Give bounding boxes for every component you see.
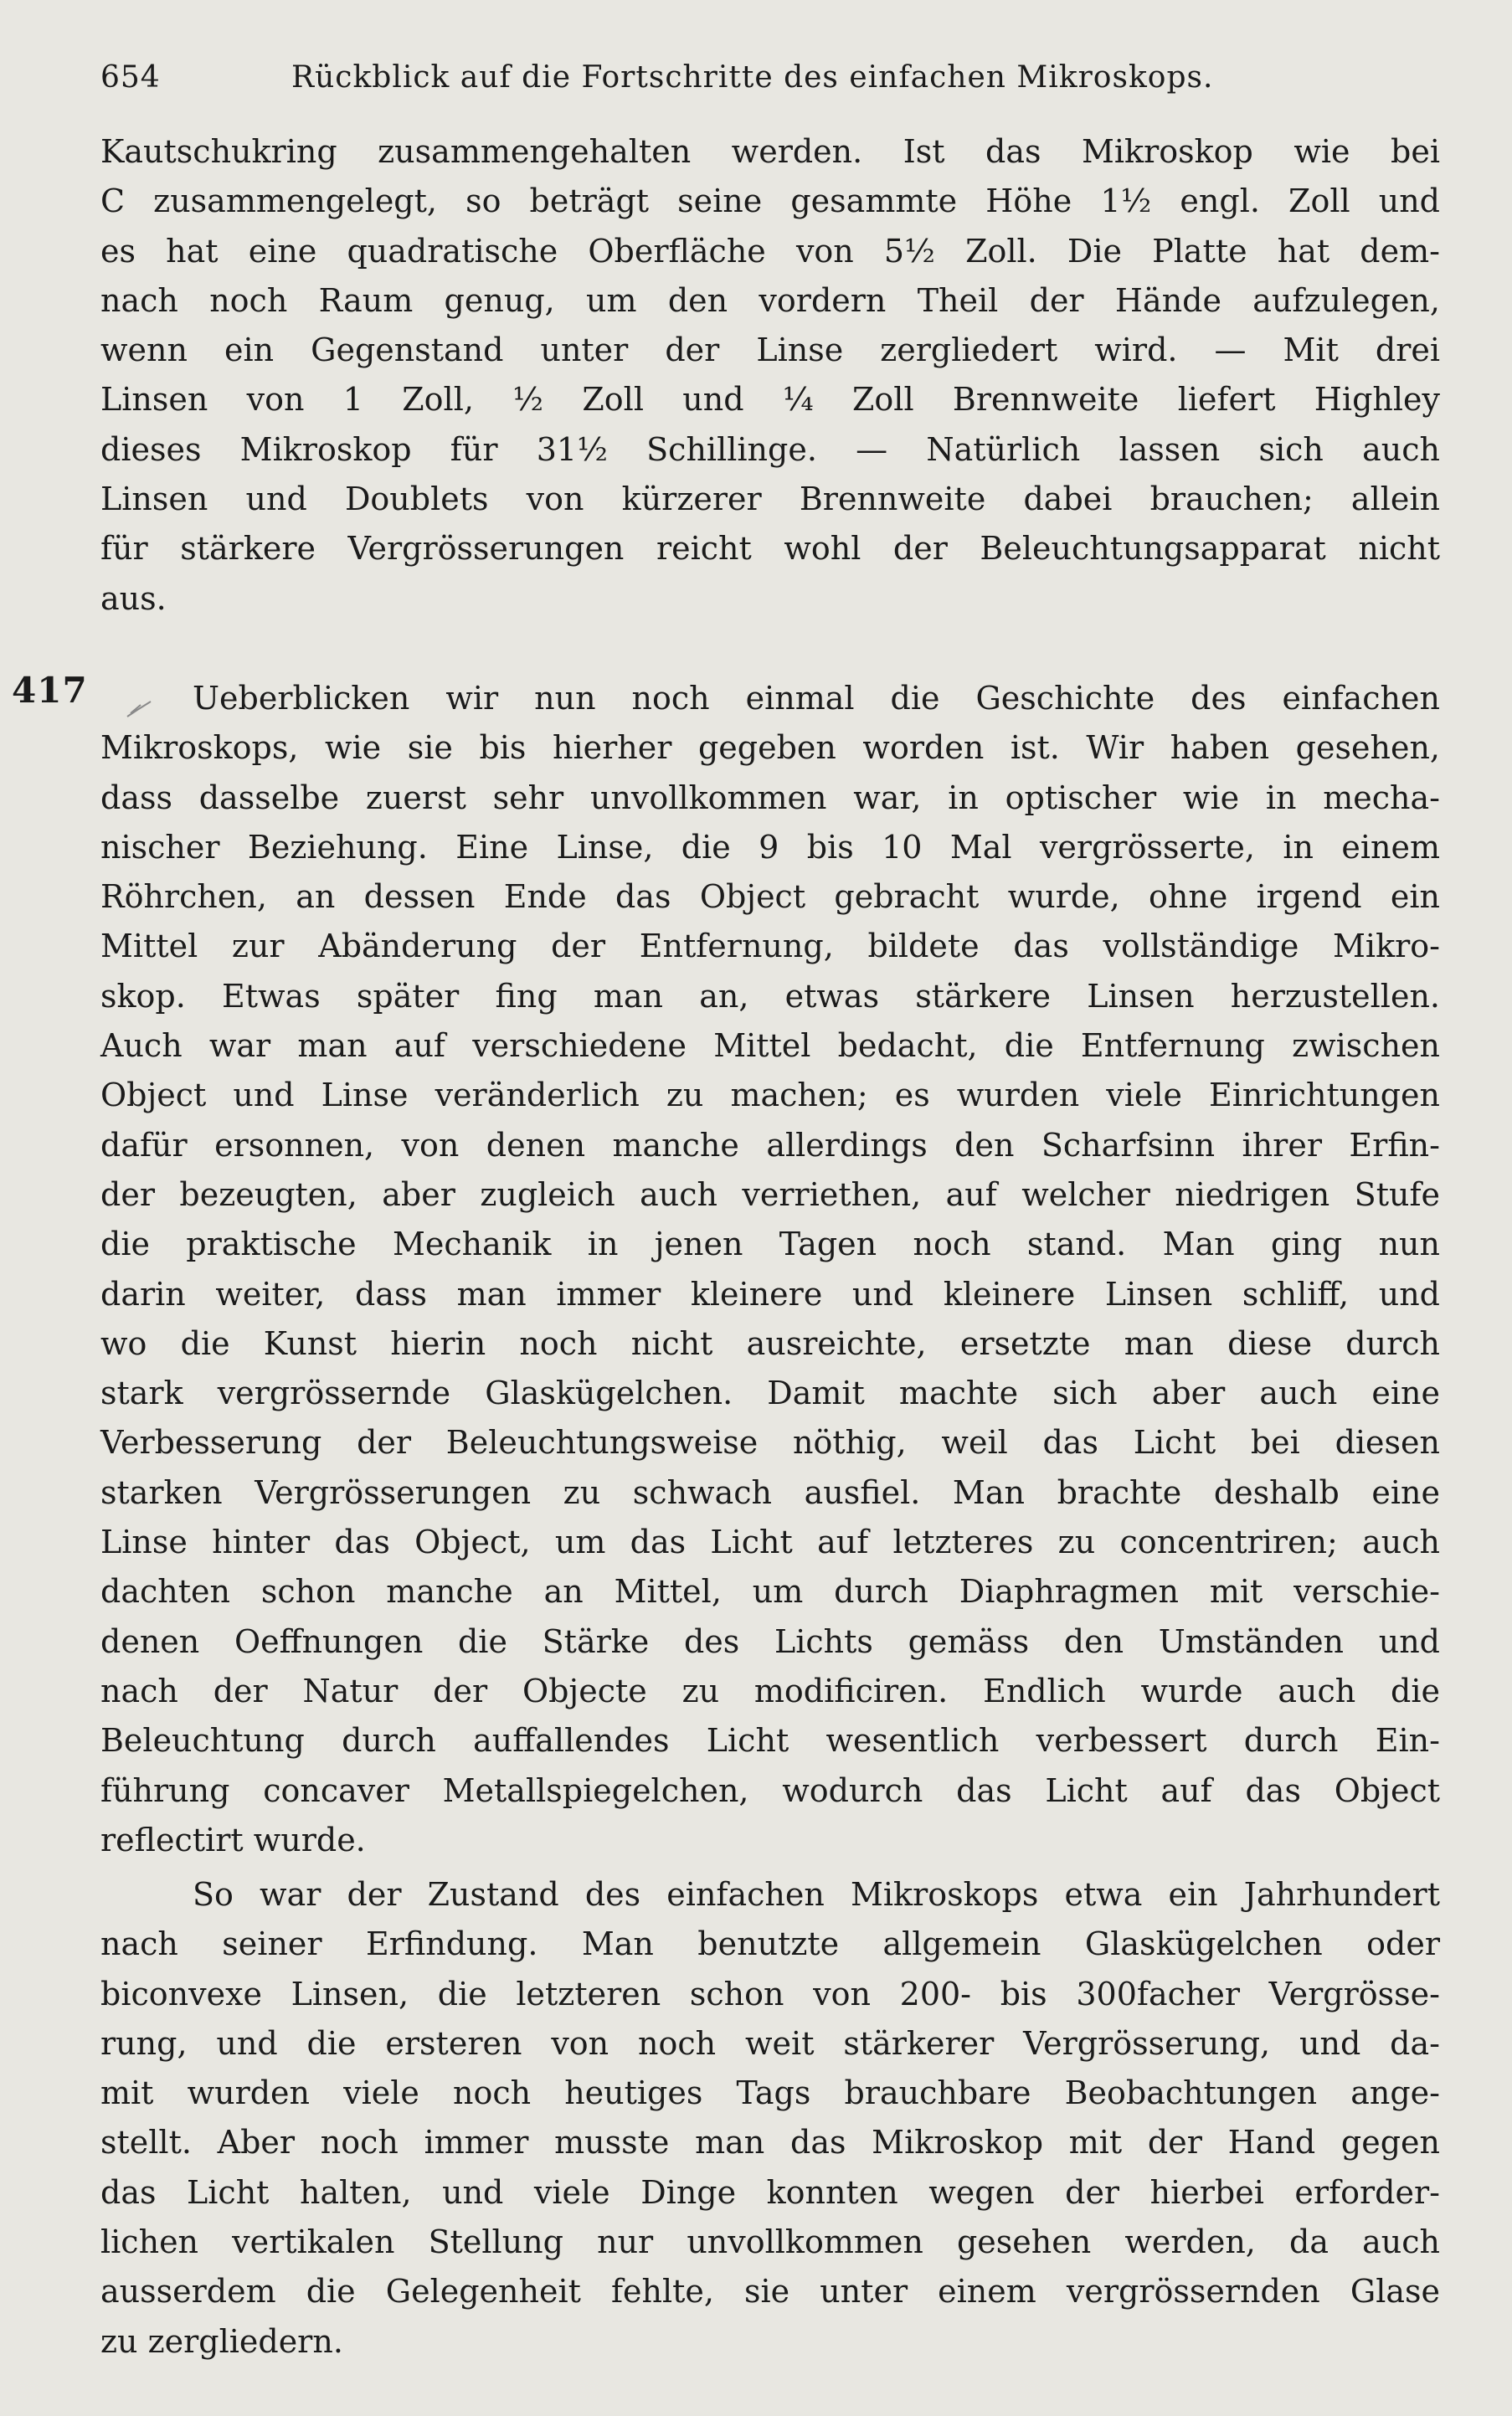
page-number: 654 xyxy=(100,60,161,95)
text-line: Verbesserung der Beleuchtungsweise nöthig, weil das Licht bei diesen xyxy=(100,1424,1440,1462)
text-line: Auch war man auf verschiedene Mittel bedacht, die Entfernung zwischen xyxy=(100,1027,1440,1065)
text-line: Object und Linse veränderlich zu machen; es wurden viele Einrichtungen xyxy=(100,1077,1440,1114)
text-line: biconvexe Linsen, die letzteren schon von 200- bis 300facher Vergrösse- xyxy=(100,1975,1440,2012)
text-line: stellt. Aber noch immer musste man das Mikroskop mit der Hand gegen xyxy=(100,2124,1440,2162)
text-line: Linsen von 1 Zoll, ½ Zoll und ¼ Zoll Brennweite liefert Highley xyxy=(100,381,1440,419)
text-line: Beleuchtung durch auffallendes Licht wesentlich verbessert durch Ein- xyxy=(100,1722,1440,1760)
text-line: Linse hinter das Object, um das Licht auf letzteres zu concentriren; auch xyxy=(100,1524,1440,1561)
text-line: C zusammengelegt, so beträgt seine gesammte Höhe 1½ engl. Zoll und xyxy=(100,182,1440,220)
text-line: Linsen und Doublets von kürzerer Brennweite dabei brauchen; allein xyxy=(100,481,1440,518)
text-line: wo die Kunst hierin noch nicht ausreichte, ersetzte man diese durch xyxy=(100,1324,1440,1362)
text-line: So war der Zustand des einfachen Mikroskops etwa ein Jahrhundert xyxy=(193,1876,1440,1913)
text-line: Röhrchen, an dessen Ende das Object gebracht wurde, ohne irgend ein xyxy=(100,878,1440,916)
text-line: rung, und die ersteren von noch weit stärkerer Vergrösserung, und da- xyxy=(100,2024,1440,2062)
text-line: es hat eine quadratische Oberfläche von 5½ Zoll. Die Platte hat dem- xyxy=(100,232,1440,270)
text-line: mit wurden viele noch heutiges Tags brauchbare Beobachtungen ange- xyxy=(100,2074,1440,2112)
text-line: der bezeugten, aber zugleich auch verriethen, auf welcher niedrigen Stufe xyxy=(100,1175,1440,1213)
paragraph-continued xyxy=(100,127,1440,624)
running-head-title: Rückblick auf die Fortschritte des einfachen Mikroskops. xyxy=(291,60,1214,95)
text-line: Kautschukring zusammengehalten werden. Ist das Mikroskop wie bei xyxy=(100,133,1440,170)
text-line: nach seiner Erfindung. Man benutzte allgemein Glaskügelchen oder xyxy=(100,1925,1440,1963)
text-line: nischer Beziehung. Eine Linse, die 9 bis 10 Mal vergrösserte, in einem xyxy=(100,828,1440,866)
text-line: nach noch Raum genug, um den vordern Theil der Hände aufzulegen, xyxy=(100,281,1440,319)
text-line: wenn ein Gegenstand unter der Linse zergliedert wird. — Mit drei xyxy=(100,332,1440,369)
text-line: für stärkere Vergrösserungen reicht wohl der Beleuchtungsapparat nicht xyxy=(100,530,1440,568)
running-head xyxy=(100,60,1440,111)
text-line: Mikroskops, wie sie bis hierher gegeben worden ist. Wir haben gesehen, xyxy=(100,729,1440,767)
text-line: Ueberblicken wir nun noch einmal die Geschichte des einfachen xyxy=(193,680,1440,717)
text-line: Mittel zur Abänderung der Entfernung, bildete das vollständige Mikro- xyxy=(100,928,1440,965)
text-line: starken Vergrösserungen zu schwach ausfiel. Man brachte deshalb eine xyxy=(100,1473,1440,1511)
text-line: lichen vertikalen Stellung nur unvollkommen gesehen werden, da auch xyxy=(100,2223,1440,2261)
text-line: zu zergliedern. xyxy=(100,2322,343,2360)
text-line: dass dasselbe zuerst sehr unvollkommen war, in optischer wie in mecha- xyxy=(100,779,1440,816)
section-number: 417 xyxy=(12,670,88,711)
text-line: ausserdem die Gelegenheit fehlte, sie unter einem vergrössernden Glase xyxy=(100,2273,1440,2311)
text-line: führung concaver Metallspiegelchen, wodurch das Licht auf das Object xyxy=(100,1771,1440,1809)
text-line: nach der Natur der Objecte zu modificiren. Endlich wurde auch die xyxy=(100,1672,1440,1709)
text-line: dafür ersonnen, von denen manche allerdings den Scharfsinn ihrer Erfin- xyxy=(100,1126,1440,1164)
text-line: stark vergrössernde Glaskügelchen. Damit machte sich aber auch eine xyxy=(100,1375,1440,1412)
text-line: das Licht halten, und viele Dinge konnten wegen der hierbei erforder- xyxy=(100,2173,1440,2211)
text-line: skop. Etwas später fing man an, etwas stärkere Linsen herzustellen. xyxy=(100,977,1440,1015)
text-line: darin weiter, dass man immer kleinere und kleinere Linsen schliff, und xyxy=(100,1275,1440,1313)
text-line: dachten schon manche an Mittel, um durch Diaphragmen mit verschie- xyxy=(100,1573,1440,1611)
paragraph-summary xyxy=(100,1870,1440,2367)
paragraph-417 xyxy=(100,674,1440,1865)
text-line: dieses Mikroskop für 31½ Schillinge. — Natürlich lassen sich auch xyxy=(100,430,1440,468)
text-line: die praktische Mechanik in jenen Tagen noch stand. Man ging nun xyxy=(100,1226,1440,1263)
text-line: aus. xyxy=(100,579,167,617)
text-line: reflectirt wurde. xyxy=(100,1821,366,1858)
text-line: denen Oeffnungen die Stärke des Lichts gemäss den Umständen und xyxy=(100,1622,1440,1660)
